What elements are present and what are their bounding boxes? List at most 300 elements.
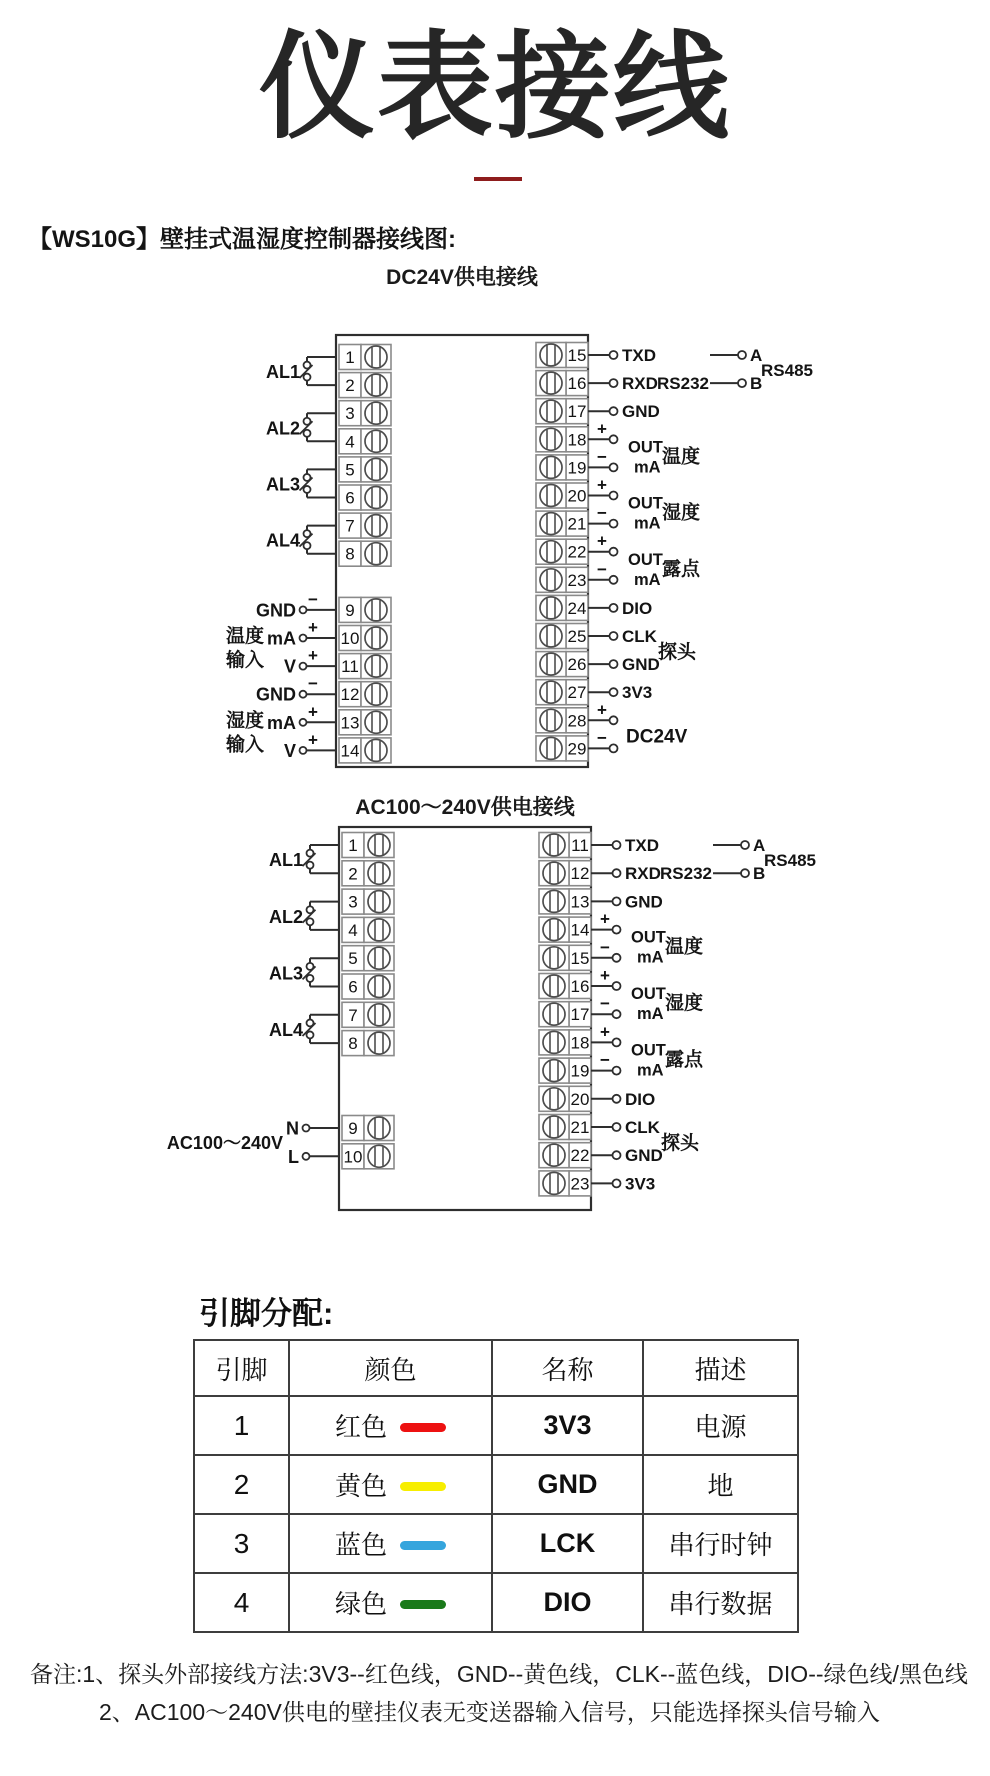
right-wire-16 xyxy=(591,966,621,990)
right-wire-CLK xyxy=(591,1118,661,1137)
screw-icon xyxy=(540,541,562,563)
connection-point xyxy=(300,691,307,698)
group-label: 输入 xyxy=(225,734,264,756)
out-label: OUT xyxy=(628,438,663,457)
ma-label: mA xyxy=(637,948,664,967)
terminal-15 xyxy=(536,343,588,368)
signal-label: 3V3 xyxy=(625,1174,656,1194)
terminal-14 xyxy=(339,738,391,763)
terminal-number: 1 xyxy=(345,348,355,367)
channel-label: 露点 xyxy=(662,558,701,580)
screw-icon xyxy=(543,1172,565,1194)
terminal-number: 15 xyxy=(567,346,587,365)
connection-point xyxy=(610,520,618,528)
color-name: 黄色 xyxy=(334,1471,387,1501)
rs485-b-label: B xyxy=(753,864,766,884)
ma-label: mA xyxy=(634,514,661,533)
right-wire-DIO xyxy=(588,599,652,618)
signal-label: N xyxy=(286,1118,299,1139)
terminal-number: 21 xyxy=(567,514,587,534)
terminal-number: 26 xyxy=(567,655,587,675)
connection-point xyxy=(610,379,618,387)
screw-icon xyxy=(368,947,390,969)
right-wire-TXD xyxy=(591,836,659,855)
connection-point xyxy=(613,1010,621,1018)
pin-name: GND xyxy=(492,1455,643,1514)
screw-icon xyxy=(540,569,562,591)
signal-label: CLK xyxy=(622,627,657,646)
screw-icon xyxy=(540,428,562,450)
rs485-label: RS485 xyxy=(761,361,813,381)
terminal-23 xyxy=(536,567,588,592)
diagram-1 xyxy=(225,335,813,767)
terminal-1 xyxy=(339,345,391,370)
terminal-number: 8 xyxy=(348,1034,358,1054)
ma-label: mA xyxy=(634,458,661,477)
pin-desc: 串行数据 xyxy=(643,1573,798,1632)
terminal-19 xyxy=(536,455,588,480)
signal-label: TXD xyxy=(622,346,656,365)
terminal-7 xyxy=(342,1002,394,1027)
screw-icon xyxy=(365,543,387,565)
screw-icon xyxy=(365,402,387,424)
terminal-number: 5 xyxy=(345,460,355,480)
terminal-9 xyxy=(342,1116,394,1141)
polarity-sign: + xyxy=(308,730,318,750)
screw-icon xyxy=(543,919,565,941)
terminal-number: 2 xyxy=(348,864,358,884)
connection-point xyxy=(303,1125,310,1132)
right-wire-DIO xyxy=(591,1090,655,1109)
terminal-8 xyxy=(342,1031,394,1056)
terminal-9 xyxy=(339,597,391,622)
terminal-number: 1 xyxy=(348,836,358,855)
terminal-number: 7 xyxy=(348,1005,358,1025)
contact-label: AL3 xyxy=(265,474,300,495)
screw-icon xyxy=(543,1031,565,1053)
contact-AL4 xyxy=(266,526,336,554)
connection-point xyxy=(613,1151,621,1159)
rs485-a-label: A xyxy=(753,836,766,855)
screw-icon xyxy=(543,1088,565,1110)
right-wire-19 xyxy=(591,1051,621,1075)
connection-point xyxy=(610,744,618,752)
connection-point xyxy=(610,688,618,696)
screw-icon xyxy=(368,834,390,856)
terminal-16 xyxy=(536,371,588,396)
terminal-21 xyxy=(536,511,588,536)
screw-icon xyxy=(540,513,562,535)
screw-icon xyxy=(368,1145,390,1167)
terminal-number: 25 xyxy=(567,627,587,646)
screw-icon xyxy=(365,739,387,761)
output-pair-温度 xyxy=(631,929,703,967)
port-label: RS232 xyxy=(660,864,712,884)
terminal-18 xyxy=(536,427,588,452)
pin-table-header-row xyxy=(194,1340,798,1396)
out-label: OUT xyxy=(628,494,663,513)
right-wire-28 xyxy=(588,700,618,724)
signal-label: TXD xyxy=(625,836,659,855)
terminal-3 xyxy=(342,889,394,914)
terminal-number: 4 xyxy=(348,920,358,940)
right-wire-21 xyxy=(588,504,618,528)
terminal-number: 2 xyxy=(345,376,355,396)
connection-point xyxy=(613,841,621,849)
table-row xyxy=(194,1573,798,1632)
polarity-sign: + xyxy=(597,419,607,439)
terminal-number: 6 xyxy=(348,977,358,997)
connection-point xyxy=(613,897,621,905)
group-label: 温度 xyxy=(225,626,264,647)
terminal-5 xyxy=(339,457,391,482)
ma-label: mA xyxy=(637,1005,664,1024)
polarity-sign: + xyxy=(308,618,318,637)
screw-icon xyxy=(365,655,387,677)
polarity-sign: − xyxy=(600,937,610,957)
right-wire-TXD xyxy=(588,346,656,365)
out-label: OUT xyxy=(631,928,666,947)
connection-point xyxy=(613,1123,621,1131)
signal-label: V xyxy=(283,656,296,677)
signal-label: 3V3 xyxy=(622,683,653,703)
pin-color xyxy=(289,1455,492,1514)
group-label: 湿度 xyxy=(225,710,264,732)
terminal-25 xyxy=(536,624,588,649)
note-line-1: 备注:1、探头外部接线方法:3V3--红色线，GND--黄色线，CLK--蓝色线，DIO--绿色线/黑色线 xyxy=(30,1661,968,1687)
polarity-sign: − xyxy=(600,994,610,1014)
signal-label: CLK xyxy=(625,1118,660,1137)
screw-icon xyxy=(543,1060,565,1082)
contact-AL3 xyxy=(266,469,336,497)
right-wire-29 xyxy=(588,728,618,752)
right-wire-20 xyxy=(588,476,618,500)
terminal-1 xyxy=(342,833,394,858)
table-row xyxy=(194,1514,798,1573)
color-name: 绿色 xyxy=(334,1589,387,1619)
left-wire-N xyxy=(286,1119,339,1139)
color-name: 红色 xyxy=(334,1412,387,1442)
port-label: RS232 xyxy=(657,374,709,394)
contact-point xyxy=(307,975,314,982)
pin-name: LCK xyxy=(492,1514,643,1573)
terminal-number: 3 xyxy=(348,892,358,912)
connection-point xyxy=(610,407,618,415)
terminal-29 xyxy=(536,736,588,761)
terminal-7 xyxy=(339,513,391,538)
terminal-number: 13 xyxy=(570,892,590,912)
screw-icon xyxy=(365,487,387,509)
screw-icon xyxy=(543,1144,565,1166)
contact-point xyxy=(307,1031,314,1038)
polarity-sign: + xyxy=(308,646,318,666)
terminal-number: 6 xyxy=(345,488,355,508)
connection-point xyxy=(613,1095,621,1103)
contact-label: AL1 xyxy=(268,850,303,871)
diagram-2 xyxy=(167,827,816,1210)
terminal-11 xyxy=(339,654,391,679)
screw-icon xyxy=(543,890,565,912)
screw-icon xyxy=(365,515,387,537)
terminal-13 xyxy=(339,710,391,735)
channel-label: 露点 xyxy=(665,1049,704,1071)
contact-point xyxy=(304,542,311,549)
output-pair-露点 xyxy=(628,551,701,589)
span-label: 探头 xyxy=(661,1133,700,1155)
screw-icon xyxy=(368,1032,390,1054)
terminal-number: 18 xyxy=(567,430,587,450)
terminal-number: 14 xyxy=(570,920,590,940)
signal-label: GND xyxy=(256,600,296,621)
terminal-number: 13 xyxy=(340,713,360,733)
signal-label: L xyxy=(288,1146,299,1167)
terminal-3 xyxy=(339,401,391,426)
signal-label: GND xyxy=(625,892,663,912)
connection-point xyxy=(610,351,618,359)
note-line-2: 2、AC100～240V供电的壁挂仪表无变送器输入信号，只能选择探头信号输入 xyxy=(99,1699,880,1725)
polarity-sign: − xyxy=(597,728,607,748)
color-name: 蓝色 xyxy=(334,1530,387,1560)
terminal-4 xyxy=(339,429,391,454)
header-color: 颜色 xyxy=(289,1340,492,1396)
connection-point xyxy=(613,1179,621,1187)
terminal-number: 7 xyxy=(345,516,355,536)
terminal-number: 9 xyxy=(345,600,355,620)
connection-point xyxy=(613,869,621,877)
contact-AL2 xyxy=(266,413,336,441)
terminal-19 xyxy=(539,1058,591,1083)
terminal-number: 15 xyxy=(570,948,590,968)
screw-icon xyxy=(365,458,387,480)
rs485-label: RS485 xyxy=(764,851,816,871)
out-label: OUT xyxy=(631,1041,666,1060)
terminal-15 xyxy=(539,945,591,970)
channel-label: 湿度 xyxy=(662,502,701,524)
pin-number: 4 xyxy=(194,1573,289,1632)
contact-point xyxy=(304,430,311,437)
screw-icon xyxy=(365,599,387,621)
terminal-number: 23 xyxy=(567,570,587,590)
terminal-number: 23 xyxy=(570,1174,590,1194)
terminal-number: 4 xyxy=(345,432,355,452)
contact-label: AL2 xyxy=(268,906,303,927)
terminal-number: 27 xyxy=(567,683,587,703)
terminal-21 xyxy=(539,1115,591,1140)
screw-icon xyxy=(365,683,387,705)
pin-table xyxy=(193,1339,799,1633)
connection-point xyxy=(610,576,618,584)
terminal-17 xyxy=(536,399,588,424)
terminal-18 xyxy=(539,1030,591,1055)
connection-point xyxy=(613,1038,621,1046)
polarity-sign: − xyxy=(597,559,607,579)
screw-icon xyxy=(540,737,562,759)
terminal-number: 19 xyxy=(570,1061,590,1081)
color-swatch xyxy=(400,1600,446,1609)
signal-label: GND xyxy=(622,402,660,422)
right-wire-17 xyxy=(591,994,621,1018)
polarity-sign: + xyxy=(600,966,610,985)
terminal-6 xyxy=(342,974,394,999)
pin-desc: 地 xyxy=(643,1455,798,1514)
terminal-number: 12 xyxy=(340,685,360,705)
terminal-20 xyxy=(536,483,588,508)
left-wire-GND xyxy=(256,674,336,705)
output-pair-温度 xyxy=(628,438,700,476)
left-wire-L xyxy=(288,1147,339,1167)
terminal-number: 22 xyxy=(567,542,587,562)
right-wire-GND xyxy=(591,1146,663,1165)
out-label: OUT xyxy=(628,550,663,569)
screw-icon xyxy=(540,456,562,478)
signal-label: GND xyxy=(622,655,660,675)
polarity-sign: − xyxy=(597,503,607,523)
polarity-sign: − xyxy=(597,447,607,467)
left-wire-mA xyxy=(267,618,336,649)
terminal-number: 14 xyxy=(340,741,360,761)
connection-point xyxy=(613,954,621,962)
terminal-11 xyxy=(539,833,591,858)
terminal-8 xyxy=(339,541,391,566)
header-name: 名称 xyxy=(492,1340,643,1396)
channel-label: 湿度 xyxy=(665,993,704,1015)
left-wire-mA xyxy=(267,702,336,733)
diagram-1-title: DC24V供电接线 xyxy=(386,266,538,289)
rs485-a-label: A xyxy=(750,346,763,365)
channel-label: 温度 xyxy=(665,936,704,958)
contact-AL4 xyxy=(269,1015,339,1043)
terminal-number: 19 xyxy=(567,458,587,478)
terminal-number: 5 xyxy=(348,949,358,969)
terminal-number: 11 xyxy=(341,657,359,677)
screw-icon xyxy=(540,372,562,394)
signal-label: RXD xyxy=(625,864,661,884)
connection-point xyxy=(610,716,618,724)
connection-point xyxy=(300,606,307,613)
right-wire-18 xyxy=(591,1022,621,1046)
pin-color xyxy=(289,1514,492,1573)
screw-icon xyxy=(540,681,562,703)
screw-icon xyxy=(368,1117,390,1139)
left-wire-V xyxy=(284,646,336,677)
connection-point xyxy=(610,548,618,556)
screw-icon xyxy=(368,862,390,884)
screw-icon xyxy=(365,430,387,452)
screw-icon xyxy=(540,709,562,731)
left-wire-GND xyxy=(256,590,336,621)
terminal-number: 12 xyxy=(570,864,590,884)
screw-icon xyxy=(543,834,565,856)
ma-label: mA xyxy=(634,570,661,589)
terminal-17 xyxy=(539,1002,591,1027)
terminal-22 xyxy=(536,539,588,564)
contact-label: AL1 xyxy=(265,362,300,383)
pin-number: 1 xyxy=(194,1396,289,1455)
connection-point xyxy=(610,435,618,443)
signal-label: DIO xyxy=(625,1089,656,1109)
terminal-28 xyxy=(536,708,588,733)
connection-point xyxy=(741,869,749,877)
output-pair-湿度 xyxy=(631,985,703,1023)
connection-point xyxy=(610,660,618,668)
terminal-number: 8 xyxy=(345,544,355,564)
connection-point xyxy=(613,982,621,990)
left-wire-V xyxy=(284,730,336,761)
right-wire-GND xyxy=(591,892,663,911)
terminal-number: 17 xyxy=(570,1005,590,1025)
signal-label: DIO xyxy=(622,598,653,618)
connection-point xyxy=(300,747,307,754)
rs485-port xyxy=(710,346,813,393)
right-wire-18 xyxy=(588,419,618,443)
right-wire-3V3 xyxy=(591,1174,655,1193)
page-subtitle: 【WS10G】壁挂式温湿度控制器接线图: xyxy=(28,226,457,253)
diagram-2-title: AC100～240V供电接线 xyxy=(355,796,575,819)
terminal-number: 20 xyxy=(570,1089,590,1109)
group-label: AC100～240V xyxy=(166,1133,283,1154)
terminal-number: 10 xyxy=(340,629,360,648)
terminal-26 xyxy=(536,652,588,677)
contact-AL1 xyxy=(269,845,339,873)
channel-label: 温度 xyxy=(662,446,701,468)
terminal-number: 9 xyxy=(348,1119,358,1138)
right-wire-14 xyxy=(591,910,621,934)
screw-icon xyxy=(368,919,390,941)
contact-point xyxy=(307,862,314,869)
screw-icon xyxy=(365,374,387,396)
terminal-27 xyxy=(536,680,588,705)
pin-number: 2 xyxy=(194,1455,289,1514)
polarity-sign: + xyxy=(600,1022,610,1042)
terminal-12 xyxy=(339,682,391,707)
connection-point xyxy=(610,604,618,612)
table-row xyxy=(194,1455,798,1514)
terminal-23 xyxy=(539,1171,591,1196)
terminal-4 xyxy=(342,917,394,942)
terminal-number: 18 xyxy=(570,1033,590,1053)
rs485-b-label: B xyxy=(750,374,763,394)
screw-icon xyxy=(540,400,562,422)
header-pin: 引脚 xyxy=(194,1340,289,1396)
connection-point xyxy=(741,841,749,849)
screw-icon xyxy=(365,711,387,733)
color-swatch xyxy=(400,1541,446,1550)
signal-label: GND xyxy=(625,1146,663,1166)
terminal-number: 28 xyxy=(567,711,587,731)
terminal-number: 24 xyxy=(567,598,587,618)
contact-AL1 xyxy=(266,357,336,385)
polarity-sign: + xyxy=(600,909,610,929)
span-label: DC24V xyxy=(626,726,688,748)
terminal-2 xyxy=(339,373,391,398)
terminal-24 xyxy=(536,595,588,620)
terminal-number: 20 xyxy=(567,486,587,506)
polarity-sign: + xyxy=(308,702,318,722)
rs485-port xyxy=(713,836,816,883)
signal-label: mA xyxy=(266,628,296,649)
output-pair-湿度 xyxy=(628,495,700,533)
polarity-sign: + xyxy=(597,475,607,495)
screw-icon xyxy=(543,862,565,884)
connection-point xyxy=(300,719,307,726)
pin-number: 3 xyxy=(194,1514,289,1573)
polarity-sign: − xyxy=(308,589,318,609)
terminal-10 xyxy=(342,1144,394,1169)
terminal-number: 17 xyxy=(567,402,587,422)
terminal-14 xyxy=(539,917,591,942)
contact-label: AL4 xyxy=(268,1019,303,1040)
header-desc: 描述 xyxy=(643,1340,798,1396)
